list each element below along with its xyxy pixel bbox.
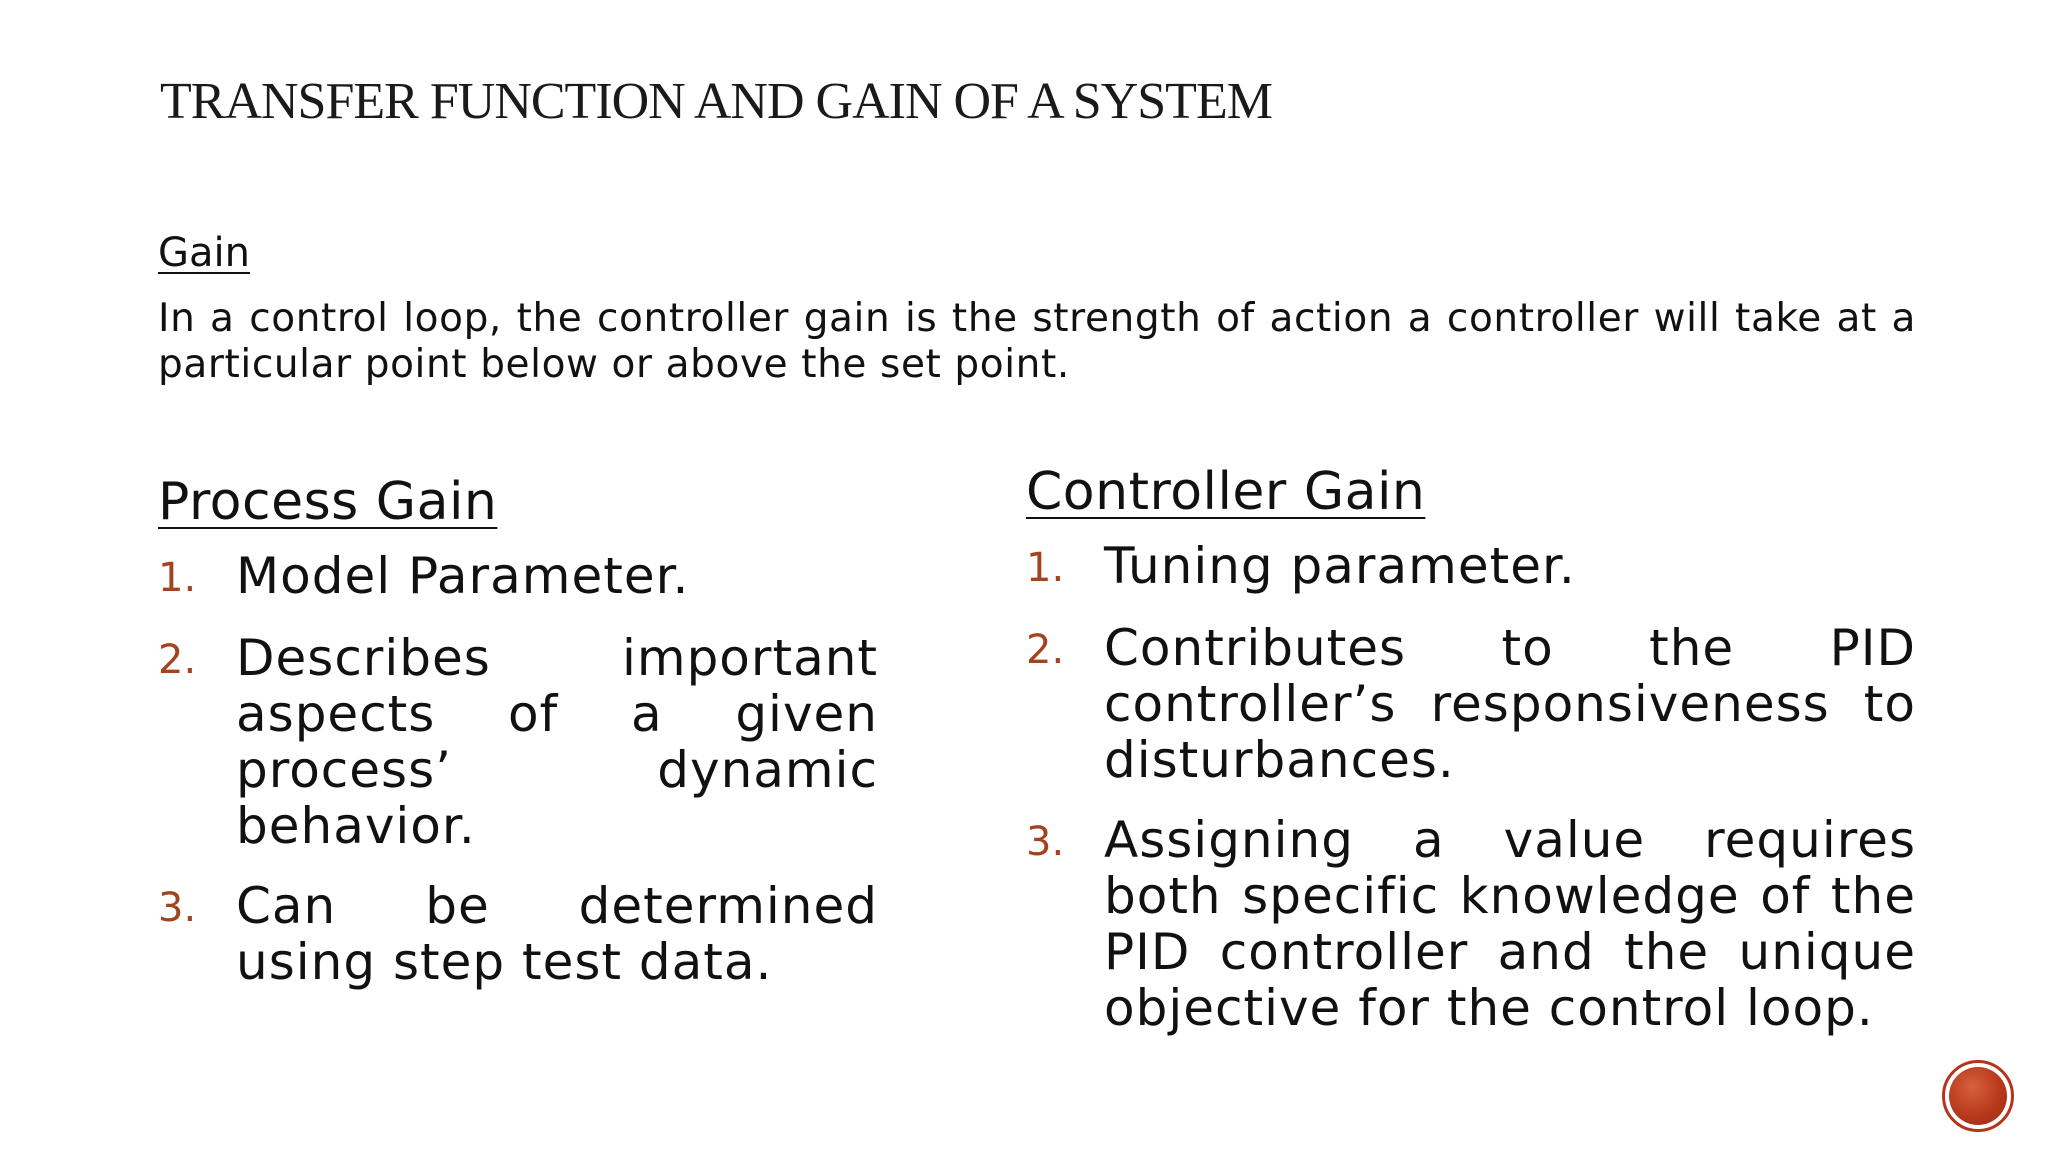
- list-item: [1026, 538, 1916, 596]
- next-slide-icon[interactable]: [1942, 1060, 2014, 1132]
- list-number: 2.: [158, 637, 197, 683]
- list-number: 2.: [1026, 627, 1065, 673]
- list-number: 1.: [158, 555, 197, 601]
- controller-gain-column: [1026, 460, 1916, 1060]
- gain-heading: Gain: [158, 230, 250, 276]
- process-gain-heading: Process Gain: [158, 472, 498, 532]
- list-item-text: Assigning a value requires both specific knowledge of the PID controller and the unique objective for the control loop.: [1104, 811, 1916, 1037]
- slide-title: TRANSFER FUNCTION AND GAIN OF A SYSTEM: [160, 73, 1272, 130]
- controller-gain-heading: Controller Gain: [1026, 462, 1426, 522]
- list-item: [158, 548, 878, 606]
- list-item-text: Tuning parameter.: [1104, 537, 1576, 595]
- list-item: [1026, 620, 1916, 788]
- list-item-text: Describes important aspects of a given process’ dynamic behavior.: [236, 629, 878, 855]
- list-number: 3.: [1026, 819, 1065, 865]
- list-item-text: Can be determined using step test data.: [236, 877, 878, 991]
- process-gain-column: [158, 470, 878, 1014]
- nav-button-fill: [1949, 1067, 2007, 1125]
- list-item: [158, 878, 878, 990]
- list-number: 3.: [158, 885, 197, 931]
- list-item: [158, 630, 878, 854]
- list-number: 1.: [1026, 545, 1065, 591]
- list-item-text: Contributes to the PID controller’s responsiveness to disturbances.: [1104, 619, 1916, 789]
- list-item-text: Model Parameter.: [236, 547, 690, 605]
- list-item: [1026, 812, 1916, 1036]
- gain-definition: In a control loop, the controller gain is the strength of action a controller will take at a particular point below or above the set point.: [158, 296, 1916, 387]
